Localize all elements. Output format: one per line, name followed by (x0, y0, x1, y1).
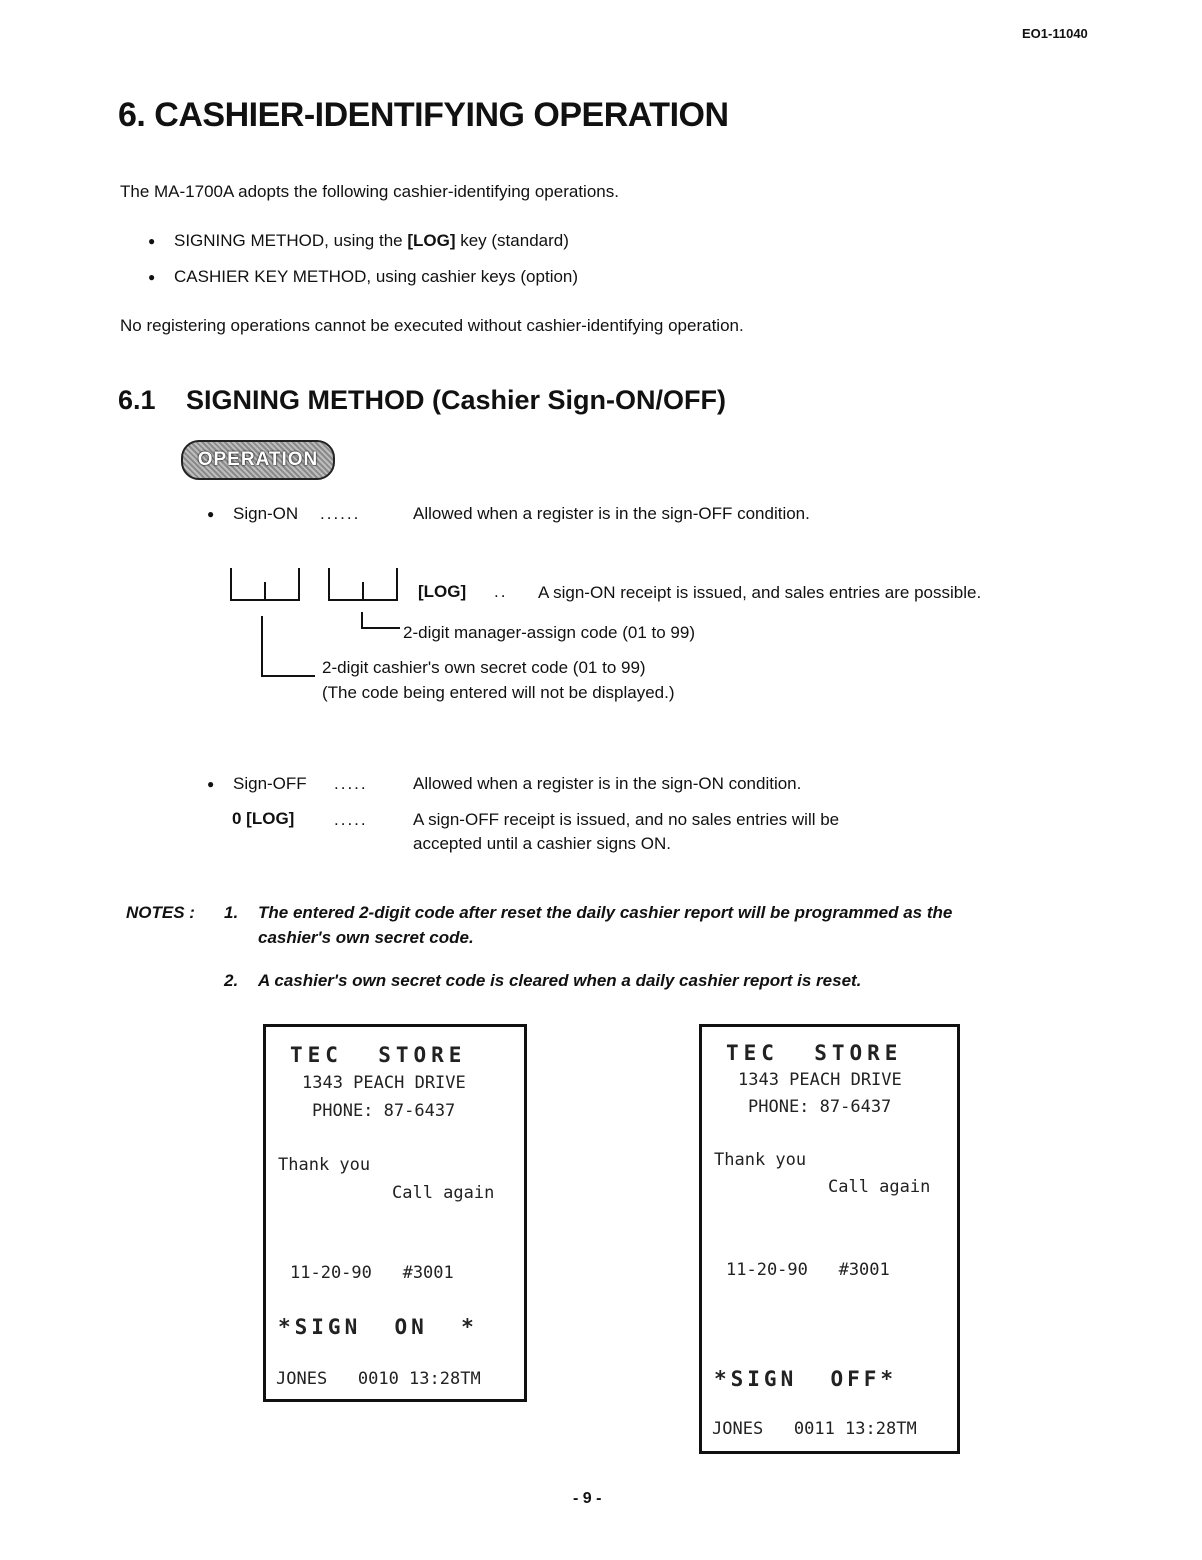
receipt-store: TEC STORE (290, 1043, 467, 1067)
sign-off-label: ● Sign-OFF (233, 774, 307, 794)
method-item (174, 267, 578, 287)
notes-label: NOTES : (126, 903, 195, 922)
receipt-address: 1343 PEACH DRIVE (302, 1073, 466, 1093)
page-number: - 9 - (573, 1490, 602, 1507)
method-prefix: CASHIER KEY METHOD, using cashier keys (option) (174, 267, 579, 286)
method-prefix: SIGNING METHOD, using the (174, 231, 408, 250)
page-title: 6. CASHIER-IDENTIFYING OPERATION (118, 96, 729, 134)
receipt-thanks: Thank you (278, 1155, 371, 1175)
cashier-code-leader (262, 616, 315, 676)
receipt-date-line: 11-20-90 #3001 (290, 1263, 454, 1283)
receipt-call-again: Call again (392, 1183, 495, 1203)
section-number: 6.1 (118, 385, 156, 415)
note-text: cashier's own secret code. (258, 928, 474, 947)
receipt-phone: PHONE: 87-6437 (748, 1097, 892, 1117)
receipt-thanks: Thank you (714, 1150, 807, 1170)
cashier-code-desc: 2-digit cashier's own secret code (01 to 99) (322, 658, 646, 677)
receipt-address: 1343 PEACH DRIVE (738, 1070, 902, 1090)
note-number: 2. (224, 971, 239, 990)
intro-text: The MA-1700A adopts the following cashier-identifying operations. (120, 182, 619, 201)
manager-code-leader (362, 612, 400, 628)
section-heading (118, 385, 726, 416)
sign-off-receipt (699, 1024, 960, 1454)
sign-on-label: ● Sign-ON (233, 504, 298, 524)
sign-off-desc: Allowed when a register is in the sign-ON condition. (413, 774, 802, 793)
sign-off-result-1: A sign-OFF receipt is issued, and no sales entries will be (413, 810, 840, 829)
receipt-status: *SIGN ON * (278, 1315, 478, 1339)
receipt-status: *SIGN OFF* (714, 1367, 898, 1391)
log-key-dots: .. (494, 582, 508, 601)
cashier-code-note: (The code being entered will not be displayed.) (322, 683, 675, 702)
manager-code-desc: 2-digit manager-assign code (01 to 99) (403, 623, 695, 642)
note-text: The entered 2-digit code after reset the daily cashier report will be programmed as the (258, 903, 953, 922)
section-title: SIGNING METHOD (Cashier Sign-ON/OFF) (186, 385, 727, 415)
note-number: 1. (224, 903, 239, 922)
receipt-footer: JONES 0010 13:28TM (276, 1369, 481, 1389)
log-key-label: [LOG] (418, 582, 467, 601)
sign-on-result: A sign-ON receipt is issued, and sales entries are possible. (538, 583, 982, 602)
receipt-call-again: Call again (828, 1177, 931, 1197)
receipt-footer: JONES 0011 13:28TM (712, 1419, 917, 1439)
document-id: EO1-11040 (1022, 26, 1088, 41)
method-item (174, 231, 569, 251)
sign-off-dots: ..... (334, 774, 368, 793)
receipt-phone: PHONE: 87-6437 (312, 1101, 456, 1121)
receipt-store: TEC STORE (726, 1041, 903, 1065)
method-suffix: key (standard) (455, 231, 569, 250)
log-key: [LOG] (407, 231, 456, 250)
receipt-date-line: 11-20-90 #3001 (726, 1260, 890, 1280)
operation-badge: OPERATION (181, 440, 335, 480)
sign-off-key-dots: ..... (334, 810, 368, 829)
sign-on-dots: ...... (320, 504, 361, 523)
sign-on-receipt (263, 1024, 527, 1402)
sign-on-desc: Allowed when a register is in the sign-OFF condition. (413, 504, 810, 523)
requirement-text: No registering operations cannot be executed without cashier-identifying operation. (120, 316, 744, 335)
note-text: A cashier's own secret code is cleared when a daily cashier report is reset. (258, 971, 862, 990)
sign-off-result-2: accepted until a cashier signs ON. (413, 834, 671, 853)
sign-off-key: 0 [LOG] (232, 809, 295, 828)
